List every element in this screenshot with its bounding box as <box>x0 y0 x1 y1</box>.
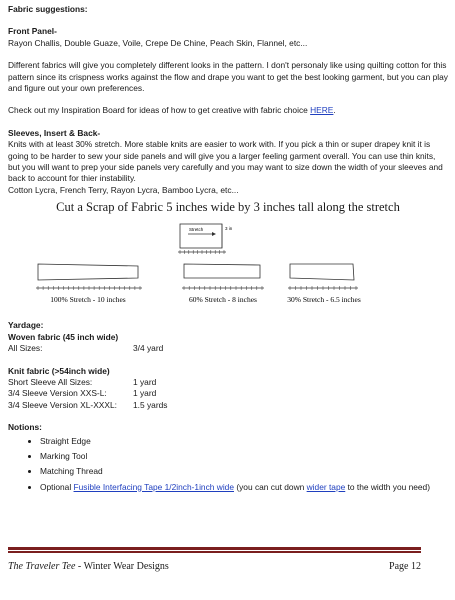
sleeves-heading: Sleeves, Insert & Back- <box>8 127 101 138</box>
optional-suffix: to the width you need) <box>345 481 431 492</box>
woven-row <box>8 343 448 354</box>
page-number: Page 12 <box>389 561 421 572</box>
height-label: 3 in <box>225 226 233 232</box>
scrap-sample <box>178 224 233 254</box>
yardage-heading: Yardage: <box>8 320 44 331</box>
footer-rule <box>8 551 421 553</box>
interfacing-tape-link[interactable]: Fusible Interfacing Tape 1/2inch-1inch wide <box>73 481 234 492</box>
inspiration-link[interactable]: HERE <box>310 105 334 116</box>
optional-mid: (you can cut down <box>234 481 307 492</box>
woven-heading: Woven fabric (45 inch wide) <box>8 331 119 342</box>
knit-heading: Knit fabric (>54inch wide) <box>8 365 110 376</box>
front-panel-paragraph: Different fabrics will give you completely different looks in the pattern. I don't personaly like using quilting cotton for this pattern since its crispness works against the flow and drape you want to get the best looking garment, but you can play and figure out your own preferences. <box>8 60 448 94</box>
footer-title <box>8 561 169 572</box>
front-panel-fabrics: Rayon Challis, Double Guaze, Voile, Crepe De Chine, Peach Skin, Flannel, etc... <box>8 37 308 48</box>
stretch-diagram <box>8 202 448 314</box>
stretch-100-sample <box>36 264 142 304</box>
footer-brand: The Traveler Tee <box>8 561 76 572</box>
knit-row-value: 1.5 yards <box>133 399 168 410</box>
inspiration-text: Check out my Inspiration Board for ideas of how to get creative with fabric choice <box>8 105 308 116</box>
notions-heading: Notions: <box>8 422 42 433</box>
stretch-60-sample <box>182 264 264 304</box>
stretch-30-sample <box>287 264 361 304</box>
caption-30-stretch: 30% Stretch - 6.5 inches <box>287 295 361 305</box>
sleeves-fabrics: Cotton Lycra, French Terry, Rayon Lycra, Bamboo Lycra, etc... <box>8 184 239 195</box>
woven-row-value: 3/4 yard <box>133 343 164 354</box>
caption-60-stretch: 60% Stretch - 8 inches <box>189 295 257 305</box>
sleeves-paragraph: Knits with at least 30% stretch. More stable knits are easier to work with. If you pick a thin or super drapey knit it is going to be harder to sew your side panels and will give you a larger feeling garment overall. You can use thin knits, but you will want to prep your side panels very carefully and you may want to size down the width of your sleeves and back to account for thier instability. <box>8 139 443 184</box>
document-page <box>8 4 448 497</box>
list-item: • Straight Edge <box>40 436 448 447</box>
page-footer <box>8 561 421 572</box>
wider-tape-link[interactable]: wider tape <box>306 481 346 492</box>
notions-list <box>8 436 448 494</box>
knit-row-label: Short Sleeve All Sizes: <box>8 376 93 387</box>
footer-rule <box>8 547 421 550</box>
list-item: • Marking Tool <box>40 451 448 462</box>
knit-row <box>8 377 448 388</box>
front-panel-heading: Front Panel- <box>8 26 57 37</box>
stretch-illustration <box>8 220 448 312</box>
diagram-title: Cut a Scrap of Fabric 5 inches wide by 3 inches tall along the stretch <box>56 200 400 215</box>
woven-row-label: All Sizes: <box>8 343 43 354</box>
knit-row-label: 3/4 Sleeve Version XL-XXXL: <box>8 399 117 410</box>
list-item-optional <box>40 482 448 493</box>
knit-row-value: 1 yard <box>133 376 157 387</box>
fabric-heading: Fabric suggestions: <box>8 4 88 14</box>
knit-row-value: 1 yard <box>133 388 157 399</box>
knit-row <box>8 388 448 399</box>
footer-publisher: - Winter Wear Designs <box>75 561 169 572</box>
knit-row-label: 3/4 Sleeve Version XXS-L: <box>8 388 107 399</box>
inspiration-period: . <box>333 105 336 116</box>
list-item: • Matching Thread <box>40 466 448 477</box>
inspiration-line <box>8 105 448 116</box>
optional-prefix: Optional <box>40 481 74 492</box>
knit-row <box>8 400 448 411</box>
caption-100-stretch: 100% Stretch - 10 inches <box>50 295 126 305</box>
stretch-label: Stretch <box>189 227 204 233</box>
